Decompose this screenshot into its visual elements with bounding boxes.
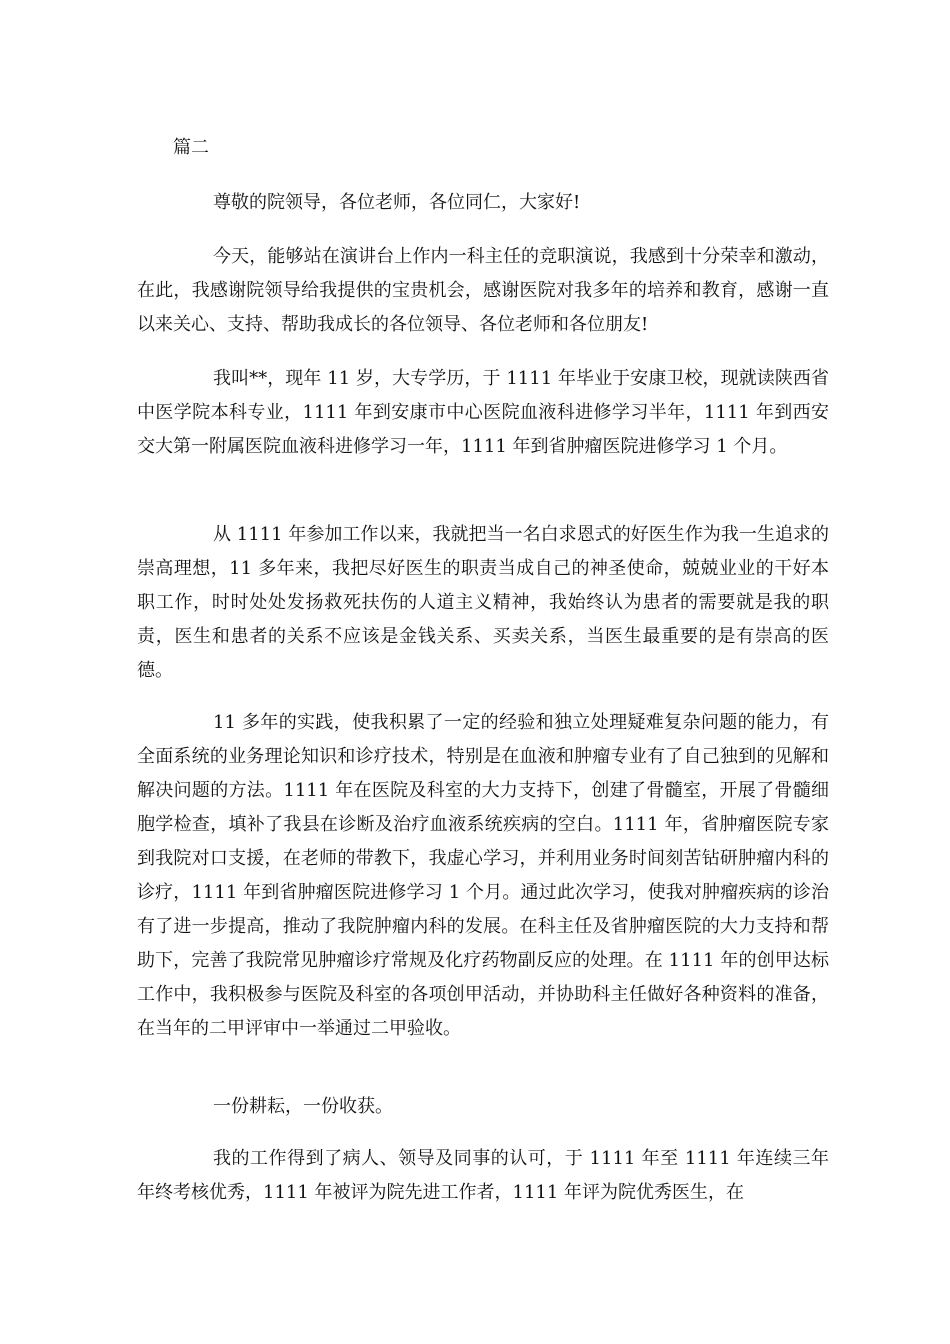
paragraph-harvest: 一份耕耘，一份收获。	[213, 1096, 393, 1117]
paragraph-greeting: 尊敬的院领导，各位老师，各位同仁，大家好!	[213, 192, 581, 213]
paragraph-opening: 今天，能够站在演讲台上作内一科主任的竞职演说，我感到十分荣幸和激动，在此，我感谢院领导给我提供的宝贵机会，感谢医院对我多年的培养和教育，感谢一直以来关心、支持、帮助我成长的各位领导、各位老师和各位朋友!	[137, 246, 829, 335]
paragraph-background: 我叫**，现年 11 岁，大专学历，于 1111 年毕业于安康卫校，现就读陕西省中医学院本科专业，1111 年到安康市中心医院血液科进修学习半年，1111 年到西安交大第一附属医院血液科进修学习一年，1111 年到省肿瘤医院进修学习 1 个月。	[137, 368, 829, 457]
section-title: 篇二	[173, 137, 209, 158]
paragraph-ideals: 从 1111 年参加工作以来，我就把当一名白求恩式的好医生作为我一生追求的崇高理想，11 多年来，我把尽好医生的职责当成自己的神圣使命，兢兢业业的干好本职工作，时时处处发扬救死扶伤的人道主义精神，我始终认为患者的需要就是我的职责，医生和患者的关系不应该是金钱关系、买卖关系，当医生最重要的是有崇高的医德。	[137, 524, 829, 681]
paragraph-recognition: 我的工作得到了病人、领导及同事的认可，于 1111 年至 1111 年连续三年年终考核优秀，1111 年被评为院先进工作者，1111 年评为院优秀医生，在	[137, 1148, 829, 1203]
paragraph-experience: 11 多年的实践，使我积累了一定的经验和独立处理疑难复杂问题的能力，有全面系统的业务理论知识和诊疗技术，特别是在血液和肿瘤专业有了自己独到的见解和解决问题的方法。1111 年在医院及科室的大力支持下，创建了骨髓室，开展了骨髓细胞学检查，填补了我县在诊断及治疗血液系统疾病的空白。1111 年，省肿瘤医院专家到我院对口支援，在老师的带教下，我虚心学习，并利用业务时间刻苦钻研肿瘤内科的诊疗，1111 年到省肿瘤医院进修学习 1 个月。通过此次学习，使我对肿瘤疾病的诊治有了进一步提高，推动了我院肿瘤内科的发展。在科主任及省肿瘤医院的大力支持和帮助下，完善了我院常见肿瘤诊疗常规及化疗药物副反应的处理。在 1111 年的创甲达标工作中，我积极参与医院及科室的各项创甲活动，并协助科主任做好各种资料的准备，在当年的二甲评审中一举通过二甲验收。	[137, 712, 829, 1039]
